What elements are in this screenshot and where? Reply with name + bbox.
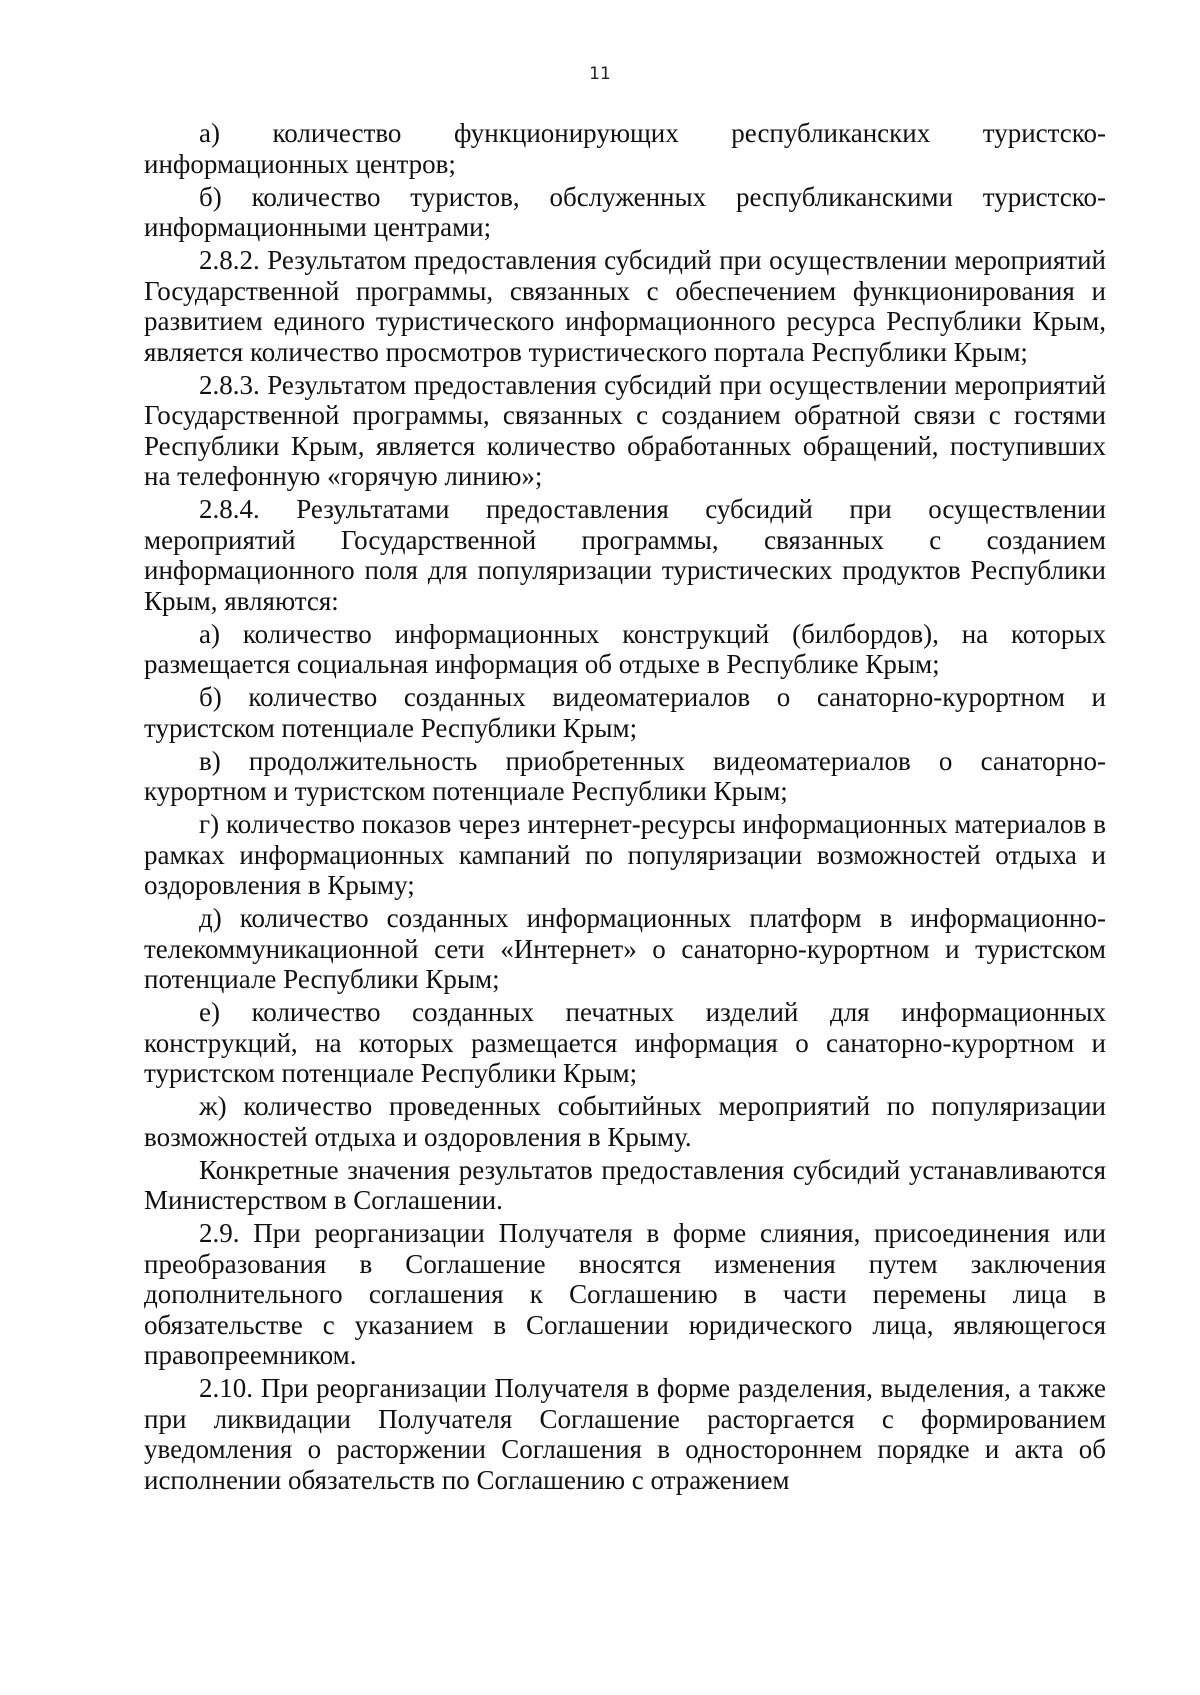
paragraph-2-10: 2.10. При реорганизации Получателя в форме разделения, выделения, а также при ликвидации Получателя Соглашение расторгается с формированием уведомления о расторжении Соглашения в одностороннем порядке и акта об исполнении обязательств по Соглашению с отражением (144, 1373, 1106, 1495)
paragraph-2-8-4: 2.8.4. Результатами предоставления субсидий при осуществлении мероприятий Государственной программы, связанных с созданием информационного поля для популяризации туристических продуктов Республики Крым, являются: (144, 494, 1106, 616)
paragraph-specific-values: Конкретные значения результатов предоставления субсидий устанавливаются Министерством в Соглашении. (144, 1154, 1106, 1215)
paragraph-item-b-videos: б) количество созданных видеоматериалов о санаторно-курортном и туристском потенциале Республики Крым; (144, 682, 1106, 743)
paragraph-2-8-3: 2.8.3. Результатом предоставления субсидий при осуществлении мероприятий Государственной программы, связанных с созданием обратной связи с гостями Республики Крым, является количество обработанных обращений, поступивших на телефонную «горячую линию»; (144, 369, 1106, 491)
paragraph-2-9: 2.9. При реорганизации Получателя в форме слияния, присоединения или преобразования в Соглашение вносятся изменения путем заключения дополнительного соглашения к Соглашению в части перемены лица в обязательстве с указанием в Соглашении юридического лица, являющегося правопреемником. (144, 1218, 1106, 1370)
paragraph-2-8-2: 2.8.2. Результатом предоставления субсидий при осуществлении мероприятий Государственной программы, связанных с обеспечением функционирования и развитием единого туристического информационного ресурса Республики Крым, является количество просмотров туристического портала Республики Крым; (144, 245, 1106, 367)
paragraph-item-e-printed: е) количество созданных печатных изделий для информационных конструкций, на которых размещается информация о санаторно-курортном и туристском потенциале Республики Крым; (144, 997, 1106, 1088)
paragraph-item-a-centers: а) количество функционирующих республиканских туристско-информационных центров; (144, 118, 1106, 179)
paragraph-item-g-impressions: г) количество показов через интернет-ресурсы информационных материалов в рамках информационных кампаний по популяризации возможностей отдыха и оздоровления в Крыму; (144, 809, 1106, 900)
paragraph-item-d-platforms: д) количество созданных информационных платформ в информационно-телекоммуникационной сети «Интернет» о санаторно-курортном и туристском потенциале Республики Крым; (144, 903, 1106, 994)
page-number: 11 (589, 64, 611, 84)
paragraph-item-v-duration: в) продолжительность приобретенных видеоматериалов о санаторно-курортном и туристском потенциале Республики Крым; (144, 745, 1106, 806)
paragraph-item-b-tourists: б) количество туристов, обслуженных республиканскими туристско-информационными центрами; (144, 181, 1106, 242)
document-body (144, 118, 1106, 1498)
paragraph-item-a-billboards: а) количество информационных конструкций (билбордов), на которых размещается социальная информация об отдыхе в Республике Крым; (144, 618, 1106, 679)
paragraph-item-zh-events: ж) количество проведенных событийных мероприятий по популяризации возможностей отдыха и оздоровления в Крыму. (144, 1091, 1106, 1152)
